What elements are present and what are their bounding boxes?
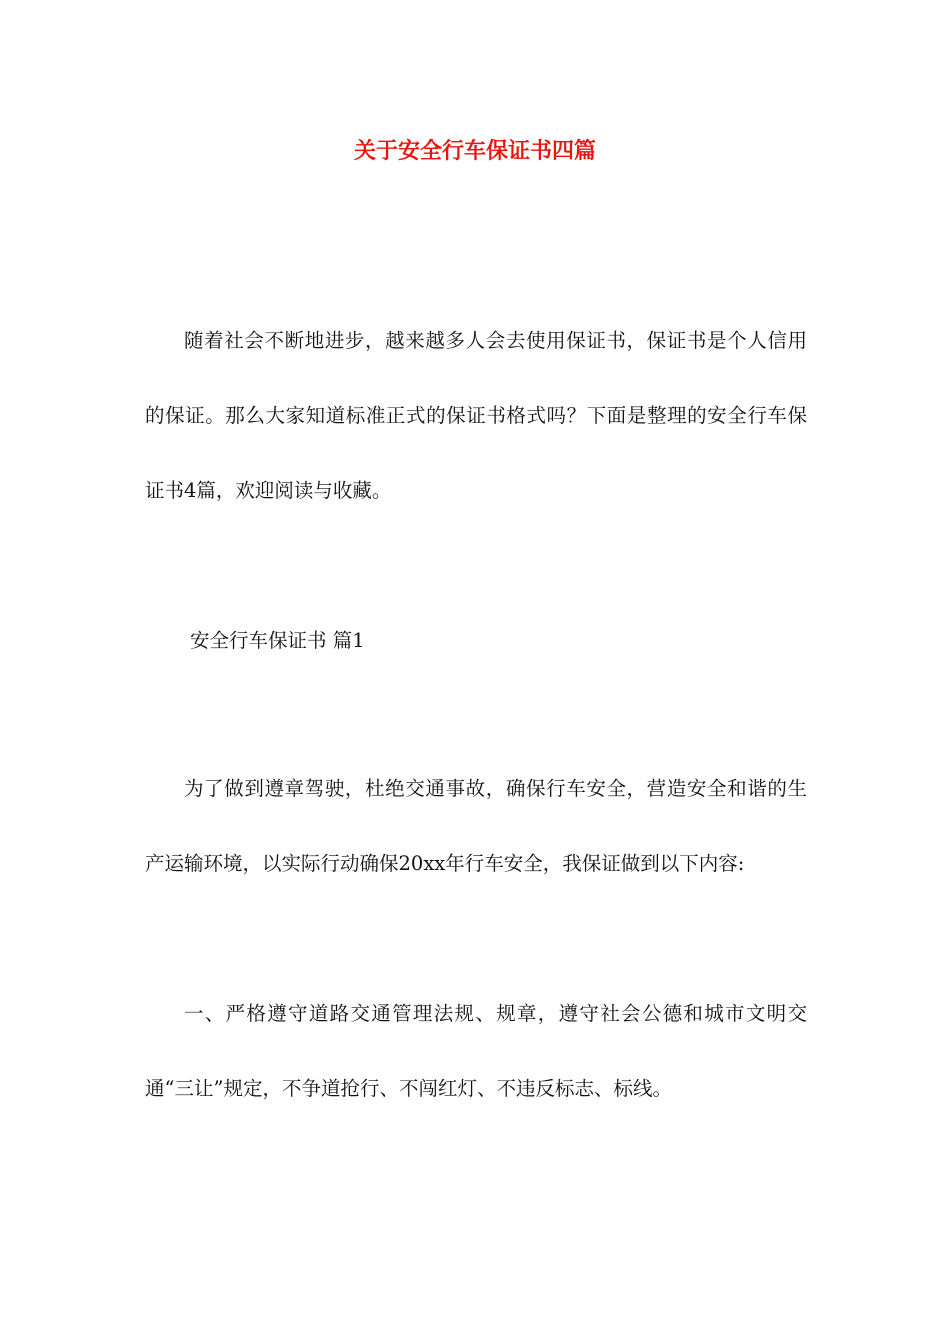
body-paragraph-2: 一、严格遵守道路交通管理法规、规章，遵守社会公德和城市文明交通“三让”规定，不争道抢行、不闯红灯、不违反标志、标线。 xyxy=(145,1002,807,1100)
intro-paragraph: 随着社会不断地进步，越来越多人会去使用保证书，保证书是个人信用的保证。那么大家知道标准正式的保证书格式吗？下面是整理的安全行车保证书4篇，欢迎阅读与收藏。 xyxy=(145,329,807,502)
document-title: 关于安全行车保证书四篇 xyxy=(353,139,596,164)
section-heading: 安全行车保证书 篇1 xyxy=(190,629,365,652)
body-paragraph-1: 为了做到遵章驾驶，杜绝交通事故，确保行车安全，营造安全和谐的生产运输环境，以实际行动确保20xx年行车安全，我保证做到以下内容: xyxy=(145,777,807,875)
